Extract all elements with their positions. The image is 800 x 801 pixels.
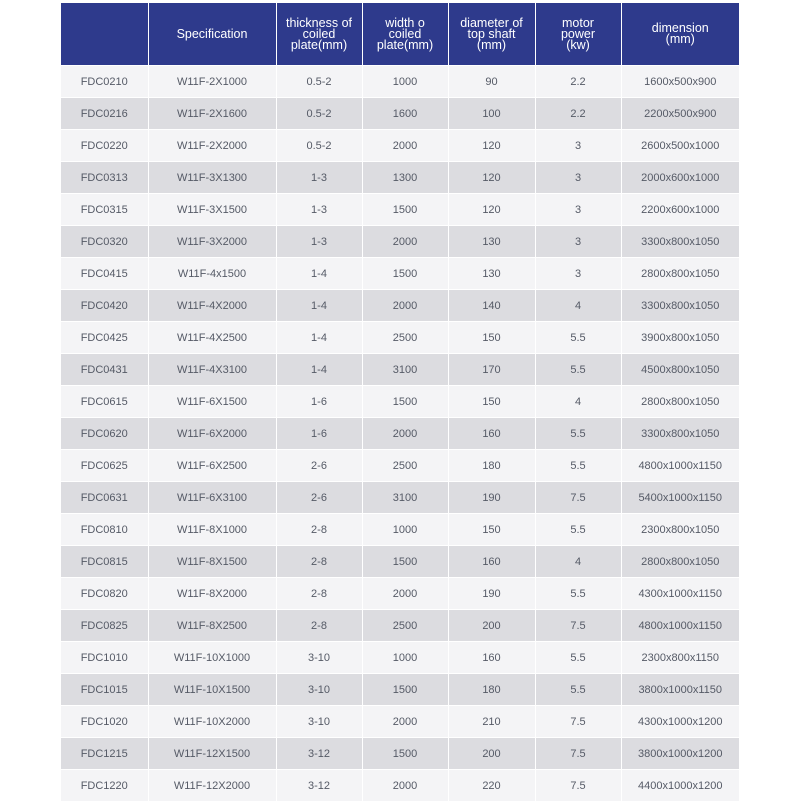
thickness-cell: 3-10 <box>276 674 362 706</box>
model-cell: FDC1020 <box>61 706 148 738</box>
thickness-cell: 2-8 <box>276 514 362 546</box>
model-cell: FDC0425 <box>61 322 148 354</box>
width-cell: 2000 <box>362 418 448 450</box>
motor-power-cell: 7.5 <box>535 706 621 738</box>
motor-power-cell: 3 <box>535 226 621 258</box>
table-header <box>61 3 739 66</box>
header-line: power <box>538 29 619 40</box>
motor-power-cell: 7.5 <box>535 482 621 514</box>
motor-power-cell: 5.5 <box>535 578 621 610</box>
table-row <box>61 194 739 226</box>
header-line: (mm) <box>624 34 738 45</box>
dimension-cell: 4400x1000x1200 <box>621 770 739 801</box>
dimension-cell: 2000x600x1000 <box>621 162 739 194</box>
table-row <box>61 386 739 418</box>
model-cell: FDC0631 <box>61 482 148 514</box>
header-line: top shaft <box>451 29 533 40</box>
thickness-cell: 2-8 <box>276 578 362 610</box>
dimension-cell: 2200x600x1000 <box>621 194 739 226</box>
dimension-cell: 2300x800x1050 <box>621 514 739 546</box>
model-cell: FDC0420 <box>61 290 148 322</box>
header-line: plate(mm) <box>279 40 360 51</box>
thickness-cell: 2-6 <box>276 482 362 514</box>
shaft-diameter-cell: 160 <box>448 642 535 674</box>
table-row <box>61 546 739 578</box>
spec-table <box>61 3 739 801</box>
table-row <box>61 450 739 482</box>
motor-power-cell: 3 <box>535 162 621 194</box>
header-line: plate(mm) <box>365 40 446 51</box>
motor-power-cell: 2.2 <box>535 98 621 130</box>
width-cell: 2500 <box>362 450 448 482</box>
specification-cell: W11F-2X2000 <box>148 130 276 162</box>
shaft-diameter-cell: 150 <box>448 386 535 418</box>
header-line: coiled <box>365 29 446 40</box>
table-row <box>61 674 739 706</box>
model-cell: FDC0220 <box>61 130 148 162</box>
thickness-cell: 3-10 <box>276 642 362 674</box>
table-row <box>61 578 739 610</box>
dimension-cell: 3800x1000x1200 <box>621 738 739 770</box>
table-row <box>61 514 739 546</box>
specification-cell: W11F-6X2500 <box>148 450 276 482</box>
motor-power-cell: 7.5 <box>535 610 621 642</box>
specification-cell: W11F-3X2000 <box>148 226 276 258</box>
dimension-cell: 3300x800x1050 <box>621 226 739 258</box>
shaft-diameter-cell: 220 <box>448 770 535 801</box>
motor-power-cell: 5.5 <box>535 354 621 386</box>
width-cell: 3100 <box>362 354 448 386</box>
table-row <box>61 162 739 194</box>
motor-power-cell: 5.5 <box>535 418 621 450</box>
specification-cell: W11F-2X1600 <box>148 98 276 130</box>
width-cell: 3100 <box>362 482 448 514</box>
motor-power-cell: 4 <box>535 546 621 578</box>
motor-power-cell: 7.5 <box>535 770 621 801</box>
table-row <box>61 226 739 258</box>
model-cell: FDC1015 <box>61 674 148 706</box>
table-row <box>61 130 739 162</box>
table-row <box>61 66 739 98</box>
shaft-diameter-cell: 180 <box>448 450 535 482</box>
motor-power-cell: 5.5 <box>535 450 621 482</box>
model-cell: FDC0315 <box>61 194 148 226</box>
specification-cell: W11F-10X2000 <box>148 706 276 738</box>
shaft-diameter-cell: 120 <box>448 194 535 226</box>
dimension-cell: 4500x800x1050 <box>621 354 739 386</box>
thickness-cell: 1-3 <box>276 162 362 194</box>
thickness-cell: 3-10 <box>276 706 362 738</box>
table-body <box>61 66 739 801</box>
model-cell: FDC1010 <box>61 642 148 674</box>
shaft-diameter-cell: 170 <box>448 354 535 386</box>
shaft-diameter-cell: 130 <box>448 226 535 258</box>
dimension-cell: 2800x800x1050 <box>621 258 739 290</box>
specification-cell: W11F-12X2000 <box>148 770 276 801</box>
width-cell: 2000 <box>362 770 448 801</box>
motor-power-cell: 5.5 <box>535 642 621 674</box>
thickness-cell: 1-4 <box>276 290 362 322</box>
dimension-cell: 3300x800x1050 <box>621 418 739 450</box>
specification-cell: W11F-2X1000 <box>148 66 276 98</box>
width-cell: 2000 <box>362 578 448 610</box>
dimension-cell: 5400x1000x1150 <box>621 482 739 514</box>
width-cell: 1500 <box>362 738 448 770</box>
width-cell: 1000 <box>362 514 448 546</box>
shaft-diameter-cell: 210 <box>448 706 535 738</box>
dimension-cell: 2800x800x1050 <box>621 546 739 578</box>
thickness-cell: 1-4 <box>276 354 362 386</box>
width-cell: 1500 <box>362 194 448 226</box>
width-cell: 1500 <box>362 258 448 290</box>
thickness-cell: 0.5-2 <box>276 98 362 130</box>
thickness-cell: 0.5-2 <box>276 66 362 98</box>
motor-power-cell: 5.5 <box>535 322 621 354</box>
specification-cell: W11F-4X2000 <box>148 290 276 322</box>
table-row <box>61 258 739 290</box>
thickness-cell: 2-6 <box>276 450 362 482</box>
width-cell: 1000 <box>362 66 448 98</box>
model-cell: FDC0620 <box>61 418 148 450</box>
motor-power-cell: 3 <box>535 194 621 226</box>
width-cell: 1300 <box>362 162 448 194</box>
model-cell: FDC0320 <box>61 226 148 258</box>
width-cell: 2000 <box>362 226 448 258</box>
shaft-diameter-cell: 160 <box>448 546 535 578</box>
thickness-cell: 3-12 <box>276 770 362 801</box>
table-row <box>61 706 739 738</box>
width-cell: 2500 <box>362 610 448 642</box>
motor-power-cell: 4 <box>535 386 621 418</box>
width-column-header <box>362 3 448 66</box>
thickness-cell: 1-4 <box>276 322 362 354</box>
thickness-cell: 1-3 <box>276 194 362 226</box>
shaft-diameter-cell: 100 <box>448 98 535 130</box>
table-row <box>61 98 739 130</box>
width-cell: 2000 <box>362 706 448 738</box>
table-row <box>61 642 739 674</box>
spec-table-container <box>61 3 739 801</box>
thickness-cell: 1-3 <box>276 226 362 258</box>
specification-cell: W11F-8X2500 <box>148 610 276 642</box>
shaft-diameter-cell: 150 <box>448 514 535 546</box>
dimension-cell: 4300x1000x1200 <box>621 706 739 738</box>
shaft-diameter-cell: 200 <box>448 738 535 770</box>
table-row <box>61 610 739 642</box>
motor-power-cell: 3 <box>535 130 621 162</box>
model-cell: FDC0313 <box>61 162 148 194</box>
header-line: (kw) <box>538 40 619 51</box>
dimension-column-header <box>621 3 739 66</box>
thickness-cell: 2-8 <box>276 546 362 578</box>
table-row <box>61 322 739 354</box>
model-cell: FDC1220 <box>61 770 148 801</box>
specification-cell: W11F-10X1500 <box>148 674 276 706</box>
specification-cell: W11F-4X3100 <box>148 354 276 386</box>
thickness-cell: 1-6 <box>276 418 362 450</box>
model-cell: FDC0825 <box>61 610 148 642</box>
motor-power-cell: 5.5 <box>535 674 621 706</box>
width-cell: 2000 <box>362 130 448 162</box>
shaft-diameter-cell: 150 <box>448 322 535 354</box>
dimension-cell: 2300x800x1150 <box>621 642 739 674</box>
table-row <box>61 418 739 450</box>
motor-power-cell: 2.2 <box>535 66 621 98</box>
shaft-diameter-cell: 140 <box>448 290 535 322</box>
header-line: coiled <box>279 29 360 40</box>
header-line: (mm) <box>451 40 533 51</box>
dimension-cell: 2200x500x900 <box>621 98 739 130</box>
header-line: dimension <box>624 23 738 34</box>
width-cell: 1500 <box>362 546 448 578</box>
dimension-cell: 2800x800x1050 <box>621 386 739 418</box>
model-cell: FDC0615 <box>61 386 148 418</box>
width-cell: 1600 <box>362 98 448 130</box>
shaft-diameter-column-header <box>448 3 535 66</box>
dimension-cell: 1600x500x900 <box>621 66 739 98</box>
thickness-column-header <box>276 3 362 66</box>
header-line: thickness of <box>279 18 360 29</box>
model-cell: FDC0216 <box>61 98 148 130</box>
model-cell: FDC0431 <box>61 354 148 386</box>
specification-cell: W11F-8X1000 <box>148 514 276 546</box>
table-row <box>61 482 739 514</box>
model-column-header <box>61 3 148 66</box>
specification-cell: W11F-10X1000 <box>148 642 276 674</box>
model-cell: FDC0415 <box>61 258 148 290</box>
motor-power-cell: 5.5 <box>535 514 621 546</box>
thickness-cell: 0.5-2 <box>276 130 362 162</box>
motor-power-column-header <box>535 3 621 66</box>
specification-cell: W11F-4X2500 <box>148 322 276 354</box>
dimension-cell: 2600x500x1000 <box>621 130 739 162</box>
width-cell: 1000 <box>362 642 448 674</box>
model-cell: FDC0625 <box>61 450 148 482</box>
table-row <box>61 290 739 322</box>
width-cell: 1500 <box>362 386 448 418</box>
width-cell: 2000 <box>362 290 448 322</box>
dimension-cell: 4800x1000x1150 <box>621 610 739 642</box>
width-cell: 1500 <box>362 674 448 706</box>
dimension-cell: 3900x800x1050 <box>621 322 739 354</box>
dimension-cell: 3800x1000x1150 <box>621 674 739 706</box>
header-line: diameter of <box>451 18 533 29</box>
header-line: motor <box>538 18 619 29</box>
motor-power-cell: 3 <box>535 258 621 290</box>
model-cell: FDC0820 <box>61 578 148 610</box>
shaft-diameter-cell: 190 <box>448 578 535 610</box>
model-cell: FDC0815 <box>61 546 148 578</box>
specification-cell: W11F-4x1500 <box>148 258 276 290</box>
specification-cell: W11F-8X1500 <box>148 546 276 578</box>
shaft-diameter-cell: 90 <box>448 66 535 98</box>
model-cell: FDC0810 <box>61 514 148 546</box>
dimension-cell: 4800x1000x1150 <box>621 450 739 482</box>
thickness-cell: 2-8 <box>276 610 362 642</box>
model-cell: FDC0210 <box>61 66 148 98</box>
table-row <box>61 770 739 801</box>
motor-power-cell: 7.5 <box>535 738 621 770</box>
shaft-diameter-cell: 120 <box>448 162 535 194</box>
shaft-diameter-cell: 190 <box>448 482 535 514</box>
shaft-diameter-cell: 180 <box>448 674 535 706</box>
shaft-diameter-cell: 130 <box>448 258 535 290</box>
specification-cell: W11F-6X3100 <box>148 482 276 514</box>
shaft-diameter-cell: 120 <box>448 130 535 162</box>
specification-cell: W11F-12X1500 <box>148 738 276 770</box>
header-row <box>61 3 739 66</box>
model-cell: FDC1215 <box>61 738 148 770</box>
table-row <box>61 354 739 386</box>
specification-cell: W11F-3X1500 <box>148 194 276 226</box>
thickness-cell: 3-12 <box>276 738 362 770</box>
table-row <box>61 738 739 770</box>
shaft-diameter-cell: 160 <box>448 418 535 450</box>
motor-power-cell: 4 <box>535 290 621 322</box>
specification-column-header: Specification <box>148 3 276 66</box>
thickness-cell: 1-4 <box>276 258 362 290</box>
width-cell: 2500 <box>362 322 448 354</box>
dimension-cell: 4300x1000x1150 <box>621 578 739 610</box>
thickness-cell: 1-6 <box>276 386 362 418</box>
dimension-cell: 3300x800x1050 <box>621 290 739 322</box>
shaft-diameter-cell: 200 <box>448 610 535 642</box>
specification-cell: W11F-6X1500 <box>148 386 276 418</box>
specification-cell: W11F-3X1300 <box>148 162 276 194</box>
header-line: width o <box>365 18 446 29</box>
specification-cell: W11F-8X2000 <box>148 578 276 610</box>
specification-cell: W11F-6X2000 <box>148 418 276 450</box>
